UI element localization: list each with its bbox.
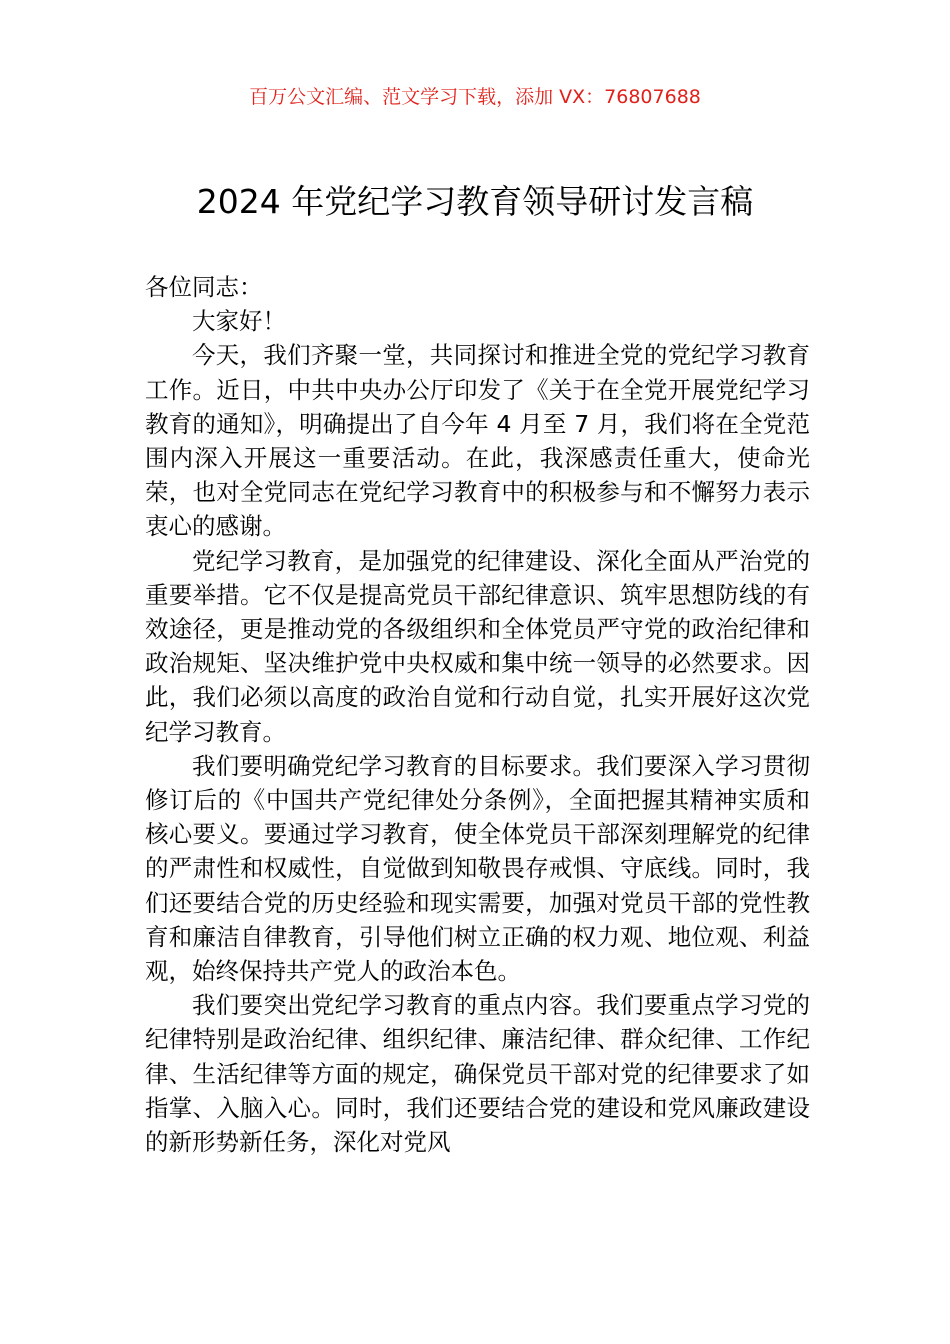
paragraph-goals: 我们要明确党纪学习教育的目标要求。我们要深入学习贯彻修订后的《中国共产党纪律处分条例》，全面把握其精神实质和核心要义。要通过学习教育，使全体党员干部深刻理解党的纪律的严肃性和权威性，自觉做到知敬畏存戒惧、守底线。同时，我们还要结合党的历史经验和现实需要，加强对党员干部的党性教育和廉洁自律教育，引导他们树立正确的权力观、地位观、利益观，始终保持共产党人的政治本色。 — [145, 751, 810, 986]
header-note: 百万公文汇编、范文学习下载，添加 VX：76807688 — [249, 86, 701, 108]
document-title: 2024 年党纪学习教育领导研讨发言稿 — [196, 182, 754, 221]
paragraph-greeting: 大家好！ — [192, 307, 286, 336]
paragraph-intro: 今天，我们齐聚一堂，共同探讨和推进全党的党纪学习教育工作。近日，中共中央办公厅印发了《关于在全党开展党纪学习教育的通知》，明确提出了自今年 4 月至 7 月，我们将在全党范围内深入开展这一重要活动。在此，我深感责任重大，使命光荣，也对全党同志在党纪学习教育中的积极参与和不懈努力表示衷心的感谢。 — [145, 341, 810, 541]
document-body — [145, 270, 810, 1159]
salutation: 各位同志： — [145, 273, 263, 301]
paragraph-significance: 党纪学习教育，是加强党的纪律建设、深化全面从严治党的重要举措。它不仅是提高党员干部纪律意识、筑牢思想防线的有效途径，更是推动党的各级组织和全体党员严守党的政治纪律和政治规矩、坚决维护党中央权威和集中统一领导的必然要求。因此，我们必须以高度的政治自觉和行动自觉，扎实开展好这次党纪学习教育。 — [145, 546, 810, 746]
paragraph-key-content: 我们要突出党纪学习教育的重点内容。我们要重点学习党的纪律特别是政治纪律、组织纪律、廉洁纪律、群众纪律、工作纪律、生活纪律等方面的规定，确保党员干部对党的纪律要求了如指掌、入脑入心。同时，我们还要结合党的建设和党风廉政建设的新形势新任务，深化对党风 — [145, 991, 810, 1157]
